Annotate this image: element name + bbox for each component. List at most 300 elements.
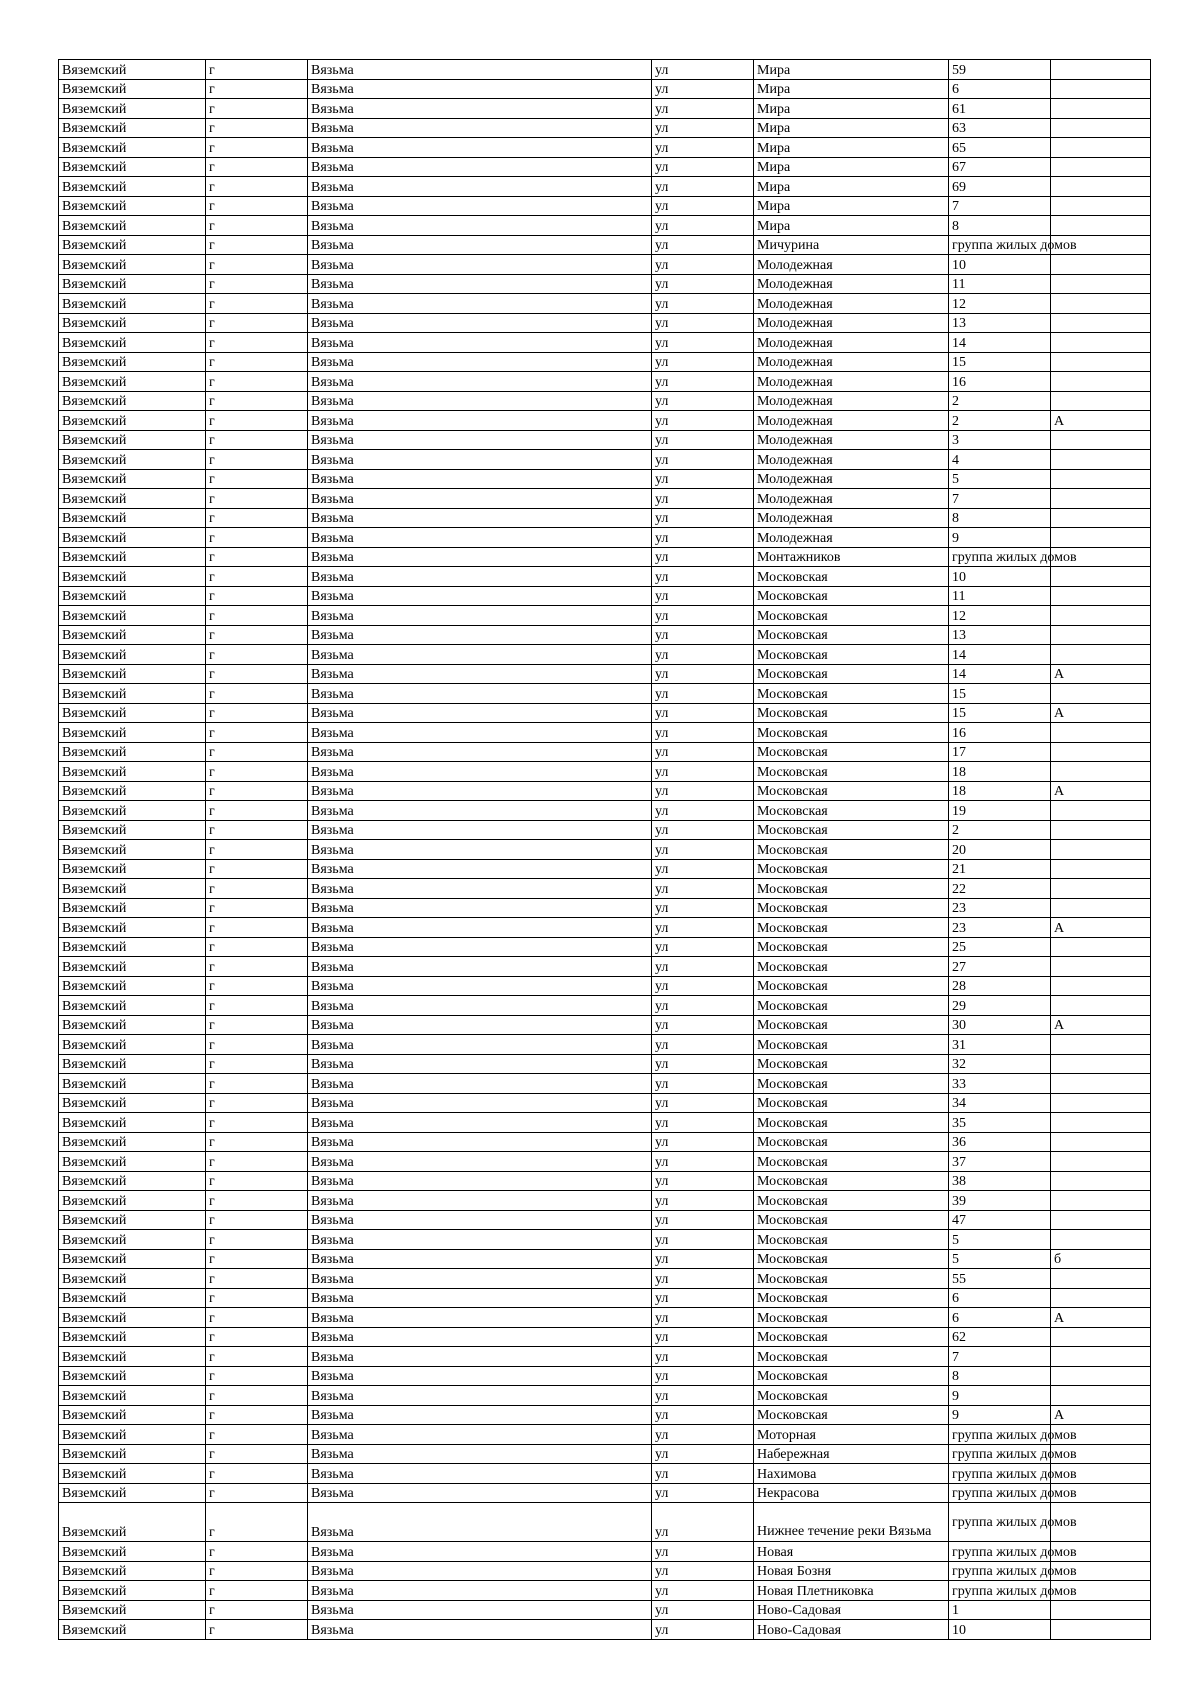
settlement-type-cell: г [206, 801, 308, 821]
table-row [59, 859, 1151, 879]
street-cell: Некрасова [754, 1483, 949, 1503]
table-row [59, 1132, 1151, 1152]
table-row [59, 1327, 1151, 1347]
letter-cell [1051, 567, 1151, 587]
district-cell: Вяземский [59, 1600, 206, 1620]
house-cell: группа жилых домов [949, 235, 1051, 255]
street-type-cell: ул [652, 762, 754, 782]
table-row [59, 723, 1151, 743]
table-row [59, 528, 1151, 548]
district-cell: Вяземский [59, 489, 206, 509]
table-row [59, 1074, 1151, 1094]
street-type-cell: ул [652, 723, 754, 743]
settlement-type-cell: г [206, 547, 308, 567]
table-row [59, 430, 1151, 450]
street-cell: Московская [754, 918, 949, 938]
table-row [59, 1600, 1151, 1620]
house-cell: 9 [949, 528, 1051, 548]
letter-cell [1051, 840, 1151, 860]
table-row [59, 879, 1151, 899]
city-cell: Вязьма [308, 1308, 652, 1328]
house-cell: 2 [949, 411, 1051, 431]
house-cell: 14 [949, 333, 1051, 353]
street-cell: Молодежная [754, 391, 949, 411]
settlement-type-cell: г [206, 567, 308, 587]
letter-cell [1051, 1113, 1151, 1133]
house-cell: 25 [949, 937, 1051, 957]
street-cell: Молодежная [754, 313, 949, 333]
street-type-cell: ул [652, 1093, 754, 1113]
house-cell: 23 [949, 898, 1051, 918]
district-cell: Вяземский [59, 645, 206, 665]
street-type-cell: ул [652, 1327, 754, 1347]
table-row [59, 898, 1151, 918]
table-row [59, 1561, 1151, 1581]
street-type-cell: ул [652, 1035, 754, 1055]
street-type-cell: ул [652, 996, 754, 1016]
street-cell: Молодежная [754, 469, 949, 489]
table-row [59, 684, 1151, 704]
street-type-cell: ул [652, 1152, 754, 1172]
street-cell: Молодежная [754, 411, 949, 431]
district-cell: Вяземский [59, 664, 206, 684]
house-cell: 38 [949, 1171, 1051, 1191]
settlement-type-cell: г [206, 235, 308, 255]
street-cell: Московская [754, 606, 949, 626]
settlement-type-cell: г [206, 1230, 308, 1250]
street-type-cell: ул [652, 430, 754, 450]
district-cell: Вяземский [59, 450, 206, 470]
table-row [59, 489, 1151, 509]
house-cell: 7 [949, 1347, 1051, 1367]
district-cell: Вяземский [59, 411, 206, 431]
city-cell: Вязьма [308, 1503, 652, 1542]
table-row [59, 138, 1151, 158]
district-cell: Вяземский [59, 216, 206, 236]
house-cell: группа жилых домов [949, 1425, 1051, 1445]
table-row [59, 294, 1151, 314]
city-cell: Вязьма [308, 372, 652, 392]
settlement-type-cell: г [206, 742, 308, 762]
letter-cell [1051, 801, 1151, 821]
table-row [59, 996, 1151, 1016]
settlement-type-cell: г [206, 177, 308, 197]
letter-cell [1051, 996, 1151, 1016]
house-cell: 9 [949, 1386, 1051, 1406]
district-cell: Вяземский [59, 274, 206, 294]
city-cell: Вязьма [308, 255, 652, 275]
street-cell: Московская [754, 1386, 949, 1406]
table-row [59, 196, 1151, 216]
settlement-type-cell: г [206, 196, 308, 216]
street-cell: Молодежная [754, 528, 949, 548]
letter-cell [1051, 138, 1151, 158]
letter-cell [1051, 216, 1151, 236]
table-row [59, 1308, 1151, 1328]
street-type-cell: ул [652, 1444, 754, 1464]
street-cell: Московская [754, 664, 949, 684]
street-type-cell: ул [652, 1366, 754, 1386]
table-row [59, 1288, 1151, 1308]
house-cell: 9 [949, 1405, 1051, 1425]
table-row [59, 840, 1151, 860]
table-row [59, 1093, 1151, 1113]
district-cell: Вяземский [59, 625, 206, 645]
street-cell: Московская [754, 625, 949, 645]
table-row [59, 1444, 1151, 1464]
district-cell: Вяземский [59, 840, 206, 860]
district-cell: Вяземский [59, 313, 206, 333]
district-cell: Вяземский [59, 333, 206, 353]
table-row [59, 547, 1151, 567]
table-row [59, 372, 1151, 392]
house-cell: 7 [949, 489, 1051, 509]
district-cell: Вяземский [59, 820, 206, 840]
table-row [59, 664, 1151, 684]
house-cell: 15 [949, 684, 1051, 704]
city-cell: Вязьма [308, 79, 652, 99]
street-type-cell: ул [652, 1503, 754, 1542]
city-cell: Вязьма [308, 1620, 652, 1640]
settlement-type-cell: г [206, 684, 308, 704]
city-cell: Вязьма [308, 528, 652, 548]
house-cell: 62 [949, 1327, 1051, 1347]
street-cell: Московская [754, 1113, 949, 1133]
city-cell: Вязьма [308, 703, 652, 723]
district-cell: Вяземский [59, 703, 206, 723]
district-cell: Вяземский [59, 937, 206, 957]
street-type-cell: ул [652, 1171, 754, 1191]
house-cell: группа жилых домов [949, 1581, 1051, 1601]
house-cell: 11 [949, 586, 1051, 606]
house-cell: группа жилых домов [949, 1561, 1051, 1581]
city-cell: Вязьма [308, 1210, 652, 1230]
city-cell: Вязьма [308, 1035, 652, 1055]
street-cell: Московская [754, 898, 949, 918]
table-row [59, 333, 1151, 353]
district-cell: Вяземский [59, 469, 206, 489]
house-cell: 4 [949, 450, 1051, 470]
street-type-cell: ул [652, 1425, 754, 1445]
table-row [59, 255, 1151, 275]
street-type-cell: ул [652, 157, 754, 177]
street-cell: Московская [754, 1191, 949, 1211]
city-cell: Вязьма [308, 1230, 652, 1250]
city-cell: Вязьма [308, 60, 652, 80]
settlement-type-cell: г [206, 1425, 308, 1445]
letter-cell [1051, 333, 1151, 353]
district-cell: Вяземский [59, 1405, 206, 1425]
street-type-cell: ул [652, 781, 754, 801]
city-cell: Вязьма [308, 820, 652, 840]
district-cell: Вяземский [59, 879, 206, 899]
letter-cell: А [1051, 918, 1151, 938]
table-row [59, 60, 1151, 80]
house-cell: группа жилых домов [949, 1483, 1051, 1503]
city-cell: Вязьма [308, 762, 652, 782]
street-type-cell: ул [652, 1581, 754, 1601]
district-cell: Вяземский [59, 1113, 206, 1133]
street-type-cell: ул [652, 859, 754, 879]
street-cell: Московская [754, 820, 949, 840]
house-cell: 5 [949, 469, 1051, 489]
district-cell: Вяземский [59, 1425, 206, 1445]
house-cell: 22 [949, 879, 1051, 899]
street-cell: Московская [754, 742, 949, 762]
letter-cell [1051, 937, 1151, 957]
house-cell: 39 [949, 1191, 1051, 1211]
address-table-body [59, 60, 1151, 1640]
table-row [59, 352, 1151, 372]
table-row [59, 820, 1151, 840]
settlement-type-cell: г [206, 703, 308, 723]
table-row [59, 391, 1151, 411]
district-cell: Вяземский [59, 684, 206, 704]
house-cell: группа жилых домов [949, 1503, 1051, 1542]
settlement-type-cell: г [206, 528, 308, 548]
letter-cell [1051, 294, 1151, 314]
district-cell: Вяземский [59, 430, 206, 450]
district-cell: Вяземский [59, 1503, 206, 1542]
letter-cell [1051, 1210, 1151, 1230]
city-cell: Вязьма [308, 1542, 652, 1562]
house-cell: 16 [949, 723, 1051, 743]
table-row [59, 216, 1151, 236]
street-cell: Московская [754, 937, 949, 957]
street-type-cell: ул [652, 1191, 754, 1211]
letter-cell [1051, 469, 1151, 489]
settlement-type-cell: г [206, 391, 308, 411]
letter-cell [1051, 742, 1151, 762]
house-cell: 27 [949, 957, 1051, 977]
city-cell: Вязьма [308, 957, 652, 977]
settlement-type-cell: г [206, 1288, 308, 1308]
district-cell: Вяземский [59, 1054, 206, 1074]
district-cell: Вяземский [59, 586, 206, 606]
district-cell: Вяземский [59, 1093, 206, 1113]
street-type-cell: ул [652, 489, 754, 509]
house-cell: 34 [949, 1093, 1051, 1113]
letter-cell [1051, 489, 1151, 509]
letter-cell [1051, 255, 1151, 275]
house-cell: 23 [949, 918, 1051, 938]
letter-cell [1051, 1152, 1151, 1172]
table-row [59, 1113, 1151, 1133]
district-cell: Вяземский [59, 801, 206, 821]
street-type-cell: ул [652, 469, 754, 489]
house-cell: 63 [949, 118, 1051, 138]
house-cell: 16 [949, 372, 1051, 392]
city-cell: Вязьма [308, 138, 652, 158]
street-type-cell: ул [652, 1386, 754, 1406]
letter-cell [1051, 528, 1151, 548]
letter-cell [1051, 1132, 1151, 1152]
table-row [59, 1015, 1151, 1035]
city-cell: Вязьма [308, 352, 652, 372]
settlement-type-cell: г [206, 1132, 308, 1152]
letter-cell [1051, 1171, 1151, 1191]
street-cell: Молодежная [754, 352, 949, 372]
district-cell: Вяземский [59, 528, 206, 548]
street-cell: Мира [754, 157, 949, 177]
street-cell: Новая Бозня [754, 1561, 949, 1581]
district-cell: Вяземский [59, 1386, 206, 1406]
city-cell: Вязьма [308, 235, 652, 255]
city-cell: Вязьма [308, 645, 652, 665]
district-cell: Вяземский [59, 157, 206, 177]
street-type-cell: ул [652, 255, 754, 275]
house-cell: 31 [949, 1035, 1051, 1055]
settlement-type-cell: г [206, 313, 308, 333]
settlement-type-cell: г [206, 1191, 308, 1211]
table-row [59, 1542, 1151, 1562]
settlement-type-cell: г [206, 996, 308, 1016]
street-cell: Московская [754, 1366, 949, 1386]
street-type-cell: ул [652, 1347, 754, 1367]
settlement-type-cell: г [206, 274, 308, 294]
settlement-type-cell: г [206, 60, 308, 80]
letter-cell [1051, 391, 1151, 411]
street-type-cell: ул [652, 840, 754, 860]
street-type-cell: ул [652, 1230, 754, 1250]
letter-cell [1051, 177, 1151, 197]
letter-cell [1051, 118, 1151, 138]
table-row [59, 1405, 1151, 1425]
street-type-cell: ул [652, 1210, 754, 1230]
street-cell: Московская [754, 1210, 949, 1230]
street-type-cell: ул [652, 528, 754, 548]
table-row [59, 703, 1151, 723]
district-cell: Вяземский [59, 118, 206, 138]
house-cell: 6 [949, 1288, 1051, 1308]
city-cell: Вязьма [308, 1093, 652, 1113]
table-row [59, 1269, 1151, 1289]
settlement-type-cell: г [206, 625, 308, 645]
house-cell: 3 [949, 430, 1051, 450]
house-cell: 8 [949, 1366, 1051, 1386]
settlement-type-cell: г [206, 1444, 308, 1464]
letter-cell [1051, 1366, 1151, 1386]
table-row [59, 1152, 1151, 1172]
street-type-cell: ул [652, 313, 754, 333]
street-cell: Молодежная [754, 489, 949, 509]
district-cell: Вяземский [59, 177, 206, 197]
letter-cell [1051, 957, 1151, 977]
district-cell: Вяземский [59, 996, 206, 1016]
street-type-cell: ул [652, 1249, 754, 1269]
street-cell: Мира [754, 60, 949, 80]
street-cell: Московская [754, 1288, 949, 1308]
settlement-type-cell: г [206, 918, 308, 938]
settlement-type-cell: г [206, 1464, 308, 1484]
table-row [59, 508, 1151, 528]
city-cell: Вязьма [308, 313, 652, 333]
city-cell: Вязьма [308, 1425, 652, 1445]
letter-cell [1051, 79, 1151, 99]
city-cell: Вязьма [308, 937, 652, 957]
table-row [59, 1171, 1151, 1191]
letter-cell: А [1051, 1405, 1151, 1425]
settlement-type-cell: г [206, 372, 308, 392]
house-cell: 20 [949, 840, 1051, 860]
table-row [59, 645, 1151, 665]
letter-cell [1051, 1074, 1151, 1094]
street-type-cell: ул [652, 1483, 754, 1503]
letter-cell: А [1051, 411, 1151, 431]
street-cell: Новая Плетниковка [754, 1581, 949, 1601]
house-cell: 10 [949, 1620, 1051, 1640]
district-cell: Вяземский [59, 1191, 206, 1211]
table-row [59, 1581, 1151, 1601]
letter-cell: А [1051, 664, 1151, 684]
letter-cell [1051, 625, 1151, 645]
settlement-type-cell: г [206, 1054, 308, 1074]
letter-cell [1051, 313, 1151, 333]
house-cell: 69 [949, 177, 1051, 197]
street-type-cell: ул [652, 196, 754, 216]
street-cell: Мичурина [754, 235, 949, 255]
house-cell: 18 [949, 781, 1051, 801]
street-type-cell: ул [652, 1620, 754, 1640]
letter-cell [1051, 859, 1151, 879]
letter-cell [1051, 1620, 1151, 1640]
street-type-cell: ул [652, 1074, 754, 1094]
house-cell: 19 [949, 801, 1051, 821]
letter-cell [1051, 508, 1151, 528]
table-row [59, 79, 1151, 99]
street-cell: Московская [754, 1074, 949, 1094]
street-cell: Молодежная [754, 508, 949, 528]
street-cell: Ново-Садовая [754, 1600, 949, 1620]
district-cell: Вяземский [59, 1327, 206, 1347]
house-cell: 8 [949, 508, 1051, 528]
street-cell: Мира [754, 79, 949, 99]
settlement-type-cell: г [206, 1327, 308, 1347]
street-type-cell: ул [652, 1054, 754, 1074]
table-row [59, 1620, 1151, 1640]
district-cell: Вяземский [59, 723, 206, 743]
city-cell: Вязьма [308, 1600, 652, 1620]
settlement-type-cell: г [206, 1542, 308, 1562]
street-cell: Молодежная [754, 430, 949, 450]
letter-cell [1051, 762, 1151, 782]
district-cell: Вяземский [59, 294, 206, 314]
letter-cell [1051, 606, 1151, 626]
city-cell: Вязьма [308, 1191, 652, 1211]
district-cell: Вяземский [59, 255, 206, 275]
district-cell: Вяземский [59, 957, 206, 977]
table-row [59, 235, 1151, 255]
settlement-type-cell: г [206, 1347, 308, 1367]
city-cell: Вязьма [308, 1561, 652, 1581]
city-cell: Вязьма [308, 294, 652, 314]
street-type-cell: ул [652, 1132, 754, 1152]
city-cell: Вязьма [308, 1152, 652, 1172]
settlement-type-cell: г [206, 333, 308, 353]
street-type-cell: ул [652, 60, 754, 80]
street-cell: Московская [754, 1171, 949, 1191]
letter-cell [1051, 430, 1151, 450]
street-type-cell: ул [652, 352, 754, 372]
settlement-type-cell: г [206, 118, 308, 138]
city-cell: Вязьма [308, 1581, 652, 1601]
table-row [59, 1386, 1151, 1406]
settlement-type-cell: г [206, 1405, 308, 1425]
street-cell: Нижнее течение реки Вязьма [754, 1503, 949, 1542]
settlement-type-cell: г [206, 664, 308, 684]
city-cell: Вязьма [308, 1405, 652, 1425]
settlement-type-cell: г [206, 1074, 308, 1094]
